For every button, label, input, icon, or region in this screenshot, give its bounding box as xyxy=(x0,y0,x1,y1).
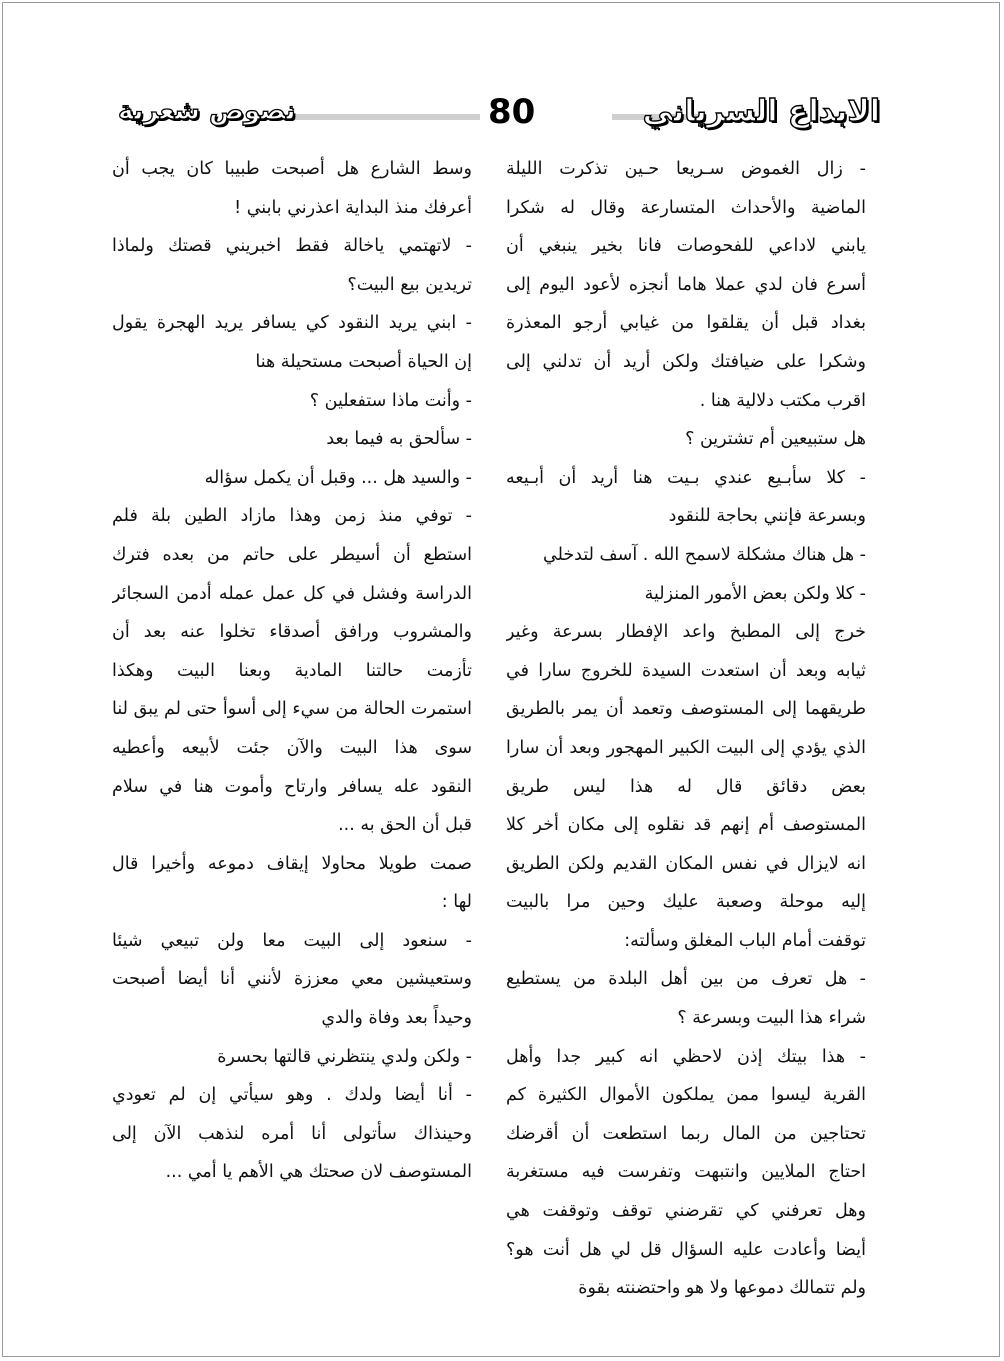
text-line: - سنعود إلى البيت معا ولن تبيعي شيئا xyxy=(112,930,472,951)
text-line: - هل هناك مشكلة لاسمح الله . آسف لتدخلي xyxy=(542,544,866,565)
text-line: وستعيشين معي معززة لأنني أنا أيضا أصبحت xyxy=(112,969,472,990)
text-line: الذي يؤدي إلى البيت الكبير المهجور وبعد أن سارا xyxy=(506,737,866,758)
text-line: استطع أن أسيطر على حاتم من بعده فترك xyxy=(112,544,472,565)
text-line: ولم تتمالك دموعها ولا هو واحتضنته بقوة xyxy=(578,1278,866,1299)
page-header xyxy=(112,92,880,142)
text-line: - أنا أيضا ولدك . وهو سيأتي إن لم تعودي xyxy=(112,1085,472,1106)
text-line: تريدين بيع البيت؟ xyxy=(347,274,472,295)
text-line: وحيداً بعد وفاة والدي xyxy=(321,1008,472,1029)
text-column-left xyxy=(112,150,472,1192)
text-line: وحينذاك سأتولى أنا أمره لنذهب الآن إلى xyxy=(112,1123,472,1144)
text-line: ثيابه وبعد أن استعدت السيدة للخروج سارا في xyxy=(506,660,866,681)
text-line: لها : xyxy=(441,892,472,913)
text-line: شراء هذا البيت وبسرعة ؟ xyxy=(677,1008,866,1029)
text-line: قبل أن الحق به ... xyxy=(338,815,472,836)
text-line: - وأنت ماذا ستفعلين ؟ xyxy=(309,390,472,411)
text-line: انه لايزال في نفس المكان القديم ولكن الطريق xyxy=(506,853,866,874)
text-line: - والسيد هل ... وقبل أن يكمل سؤاله xyxy=(204,467,472,488)
text-line: الدراسة وفشل في كل عمل عمله أدمن السجائر xyxy=(112,583,472,604)
text-line: - كلا ولكن بعض الأمور المنزلية xyxy=(644,583,866,604)
text-line: هل ستبيعين أم تشترين ؟ xyxy=(685,429,866,450)
text-line: وشكرا على ضيافتك ولكن أريد أن تدلني إلى xyxy=(506,351,866,372)
text-line: الماضية والأحداث المتسارعة وقال له شكرا xyxy=(506,197,866,218)
text-line: خرج إلى المطبخ واعد الإفطار بسرعة وغير xyxy=(506,622,866,643)
text-line: توقفت أمام الباب المغلق وسألته: xyxy=(624,930,866,951)
section-title: نصوص شعرية xyxy=(118,96,296,126)
text-line: إليه موحلة وصعبة عليك وحين مرا بالبيت xyxy=(506,892,866,913)
text-line: والمشروب ورافق أصدقاء تخلوا عنه بعد أن xyxy=(112,622,472,643)
text-line: - كلا سأبـيع عندي بـيت هنا أريد أن أبـيعه xyxy=(506,467,866,488)
text-line: - سألحق به فيما بعد xyxy=(326,429,472,450)
text-line: المستوصف أم إنهم قد نقلوه إلى مكان أخر كلا xyxy=(506,815,866,836)
text-line: المستوصف لان صحتك هي الأهم يا أمي ... xyxy=(165,1162,472,1183)
header-rule-left xyxy=(264,114,480,120)
text-line: وبسرعة فإنني بحاجة للنقود xyxy=(668,506,866,527)
text-line: صمت طويلا محاولا إيقاف دموعه وأخيرا قال xyxy=(112,853,472,874)
text-line: إن الحياة أصبحت مستحيلة هنا xyxy=(255,351,472,372)
text-line: يابني لاداعي للفحوصات فانا بخير ينبغي أن xyxy=(506,236,866,257)
text-line: النقود عله يسافر وارتاح وأموت هنا في سلام xyxy=(112,776,472,797)
text-line: سوى هذا البيت والآن جئت لأبيعه وأعطيه xyxy=(112,737,472,758)
text-line: - ولكن ولدي ينتظرني قالتها بحسرة xyxy=(217,1046,472,1067)
text-line: - لاتهتمي ياخالة فقط اخبريني قصتك ولماذا xyxy=(112,236,472,257)
text-line: أعرفك منذ البداية اعذرني بابني ! xyxy=(234,197,472,218)
text-line: أسرع فان لدي عملا هاما أنجزه لأعود اليوم إلى xyxy=(506,274,866,295)
text-line: وسط الشارع هل أصبحت طبيبا كان يجب أن xyxy=(112,159,472,179)
text-line: - زال الغموض سـريعا حـين تذكرت الليلة xyxy=(506,159,866,179)
text-line: طريقهما إلى المستوصف وتعمد أن يمر بالطريق xyxy=(506,699,866,720)
text-line: أيضا وأعادت عليه السؤال قل لي هل أنت هو؟ xyxy=(506,1239,866,1260)
text-line: وهل تعرفني كي تقرضني توقف وتوقفت هي xyxy=(506,1201,866,1222)
text-line: - هذا بيتك إذن لاحظي انه كبير جدا وأهل xyxy=(506,1046,866,1067)
text-line: - ابني يريد النقود كي يسافر يريد الهجرة يقول xyxy=(112,313,472,334)
text-line: القرية ليسوا ممن يملكون الأموال الكثيرة كم xyxy=(506,1085,866,1106)
magazine-title: الابداع السرياني xyxy=(642,94,880,129)
text-line: تأزمت حالتنا المادية وبعنا البيت وهكذا xyxy=(112,660,472,681)
text-line: استمرت الحالة من سيء إلى أسوأ حتى لم يبق لنا xyxy=(112,699,472,720)
text-line: تحتاجين من المال ربما استطعت أن أقرضك xyxy=(506,1123,866,1144)
text-column-right xyxy=(506,150,866,1308)
page-number: 80 xyxy=(488,92,536,132)
text-line: اقرب مكتب دلالية هنا . xyxy=(699,390,866,411)
text-line: بغداد قبل أن يقلقوا من غيابي أرجو المعذرة xyxy=(506,313,866,334)
text-line: بعض دقائق قال له هذا ليس طريق xyxy=(506,776,866,797)
text-line: احتاج الملايين وانتبهت وتفرست فيه مستغربة xyxy=(506,1162,866,1183)
text-line: - توفي منذ زمن وهذا مازاد الطين بلة فلم xyxy=(112,506,472,527)
text-line: - هل تعرف من بين أهل البلدة من يستطيع xyxy=(506,969,866,990)
